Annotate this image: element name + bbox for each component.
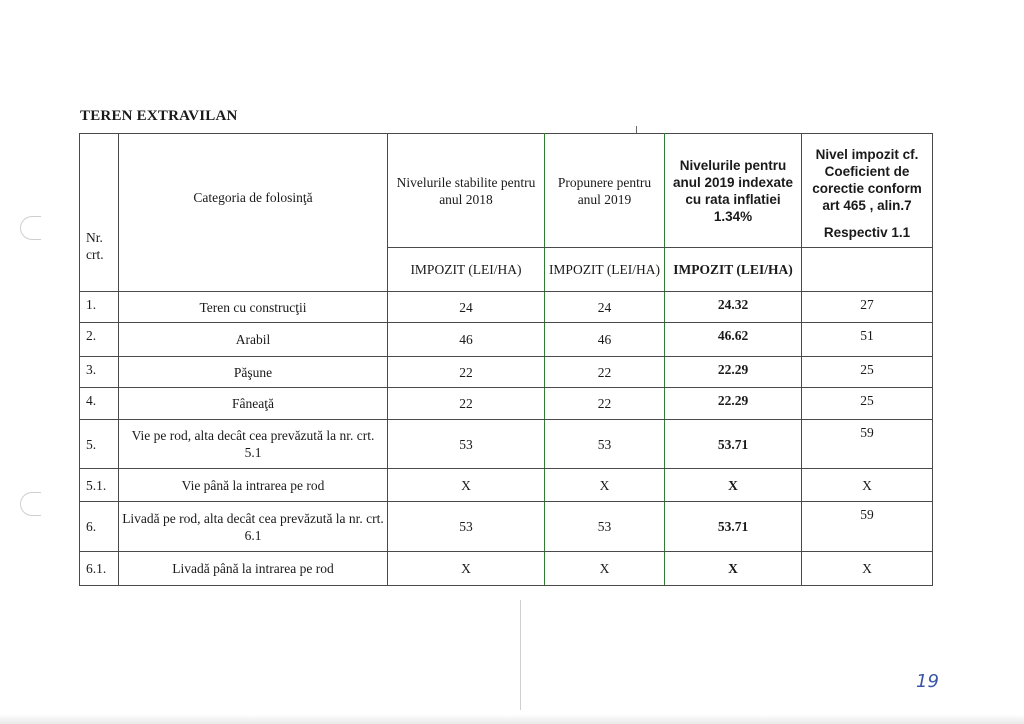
row-nr: 6.	[80, 502, 119, 552]
row-value-2018: 53	[388, 502, 545, 552]
row-nr: 2.	[80, 323, 119, 357]
scan-fold-line	[520, 600, 521, 710]
table-row	[80, 420, 933, 469]
row-value-indexed: 22.29	[665, 357, 802, 388]
table-row	[80, 552, 933, 586]
table-row	[80, 357, 933, 388]
table-row	[80, 388, 933, 420]
row-value-2019: 22	[545, 388, 665, 420]
scan-edge-shadow	[0, 714, 1024, 724]
row-value-indexed: 46.62	[665, 323, 802, 357]
row-value-indexed: X	[665, 469, 802, 502]
row-value-2019: 53	[545, 502, 665, 552]
row-nr: 6.1.	[80, 552, 119, 586]
row-nr: 5.1.	[80, 469, 119, 502]
row-nr: 1.	[80, 292, 119, 323]
table-row	[80, 323, 933, 357]
row-category: Livadă până la intrarea pe rod	[119, 552, 388, 586]
row-value-2019: X	[545, 552, 665, 586]
header-proposal-2019: Propunere pentru anul 2019	[545, 134, 665, 248]
header-indexed-2019: Nivelurile pentru anul 2019 indexate cu rata inflatiei 1.34%	[665, 134, 802, 248]
tax-table	[79, 133, 933, 586]
row-value-corrected: 25	[802, 357, 933, 388]
row-value-2019: 53	[545, 420, 665, 469]
row-value-2019: 22	[545, 357, 665, 388]
header-tax-level-factor: Respectiv 1.1	[823, 225, 911, 240]
header-levels-2018: Nivelurile stabilite pentru anul 2018	[388, 134, 545, 248]
row-value-corrected: 25	[802, 388, 933, 420]
row-category: Vie până la intrarea pe rod	[119, 469, 388, 502]
unit-indexed: IMPOZIT (LEI/HA)	[665, 248, 802, 292]
row-value-indexed: X	[665, 552, 802, 586]
row-category: Livadă pe rod, alta decât cea prevăzută la nr. crt. 6.1	[119, 502, 388, 552]
row-value-corrected: 59	[802, 502, 933, 552]
row-value-corrected: X	[802, 469, 933, 502]
row-nr: 3.	[80, 357, 119, 388]
row-value-2018: 53	[388, 420, 545, 469]
header-tax-level	[802, 134, 933, 248]
table-row	[80, 469, 933, 502]
row-value-indexed: 24.32	[665, 292, 802, 323]
unit-2018: IMPOZIT (LEI/HA)	[388, 248, 545, 292]
row-value-corrected: X	[802, 552, 933, 586]
header-category: Categoria de folosinţă	[119, 134, 388, 292]
row-category: Păşune	[119, 357, 388, 388]
row-value-2018: 24	[388, 292, 545, 323]
punch-hole-mark	[20, 216, 41, 240]
page-number: 19	[916, 671, 939, 692]
row-category: Teren cu construcţii	[119, 292, 388, 323]
section-title: TEREN EXTRAVILAN	[80, 108, 238, 124]
row-value-2018: 46	[388, 323, 545, 357]
row-nr: 4.	[80, 388, 119, 420]
row-value-corrected: 59	[802, 420, 933, 469]
row-value-2018: 22	[388, 388, 545, 420]
punch-hole-mark	[20, 492, 41, 516]
row-value-2019: 46	[545, 323, 665, 357]
row-value-indexed: 22.29	[665, 388, 802, 420]
row-category: Fâneaţă	[119, 388, 388, 420]
row-value-corrected: 27	[802, 292, 933, 323]
row-value-2018: X	[388, 552, 545, 586]
row-value-2018: X	[388, 469, 545, 502]
table-header-row	[80, 134, 933, 248]
row-category: Vie pe rod, alta decât cea prevăzută la nr. crt. 5.1	[119, 420, 388, 469]
table-row	[80, 292, 933, 323]
unit-2019: IMPOZIT (LEI/HA)	[545, 248, 665, 292]
table-row	[80, 502, 933, 552]
unit-empty	[802, 248, 933, 292]
row-nr: 5.	[80, 420, 119, 469]
row-value-indexed: 53.71	[665, 502, 802, 552]
row-value-2018: 22	[388, 357, 545, 388]
header-nr: Nr. crt.	[80, 134, 119, 292]
row-category: Arabil	[119, 323, 388, 357]
row-value-2019: 24	[545, 292, 665, 323]
row-value-2019: X	[545, 469, 665, 502]
row-value-indexed: 53.71	[665, 420, 802, 469]
row-value-corrected: 51	[802, 323, 933, 357]
header-tax-level-text: Nivel impozit cf. Coeficient de corectie conform art 465 , alin.7	[812, 147, 922, 213]
